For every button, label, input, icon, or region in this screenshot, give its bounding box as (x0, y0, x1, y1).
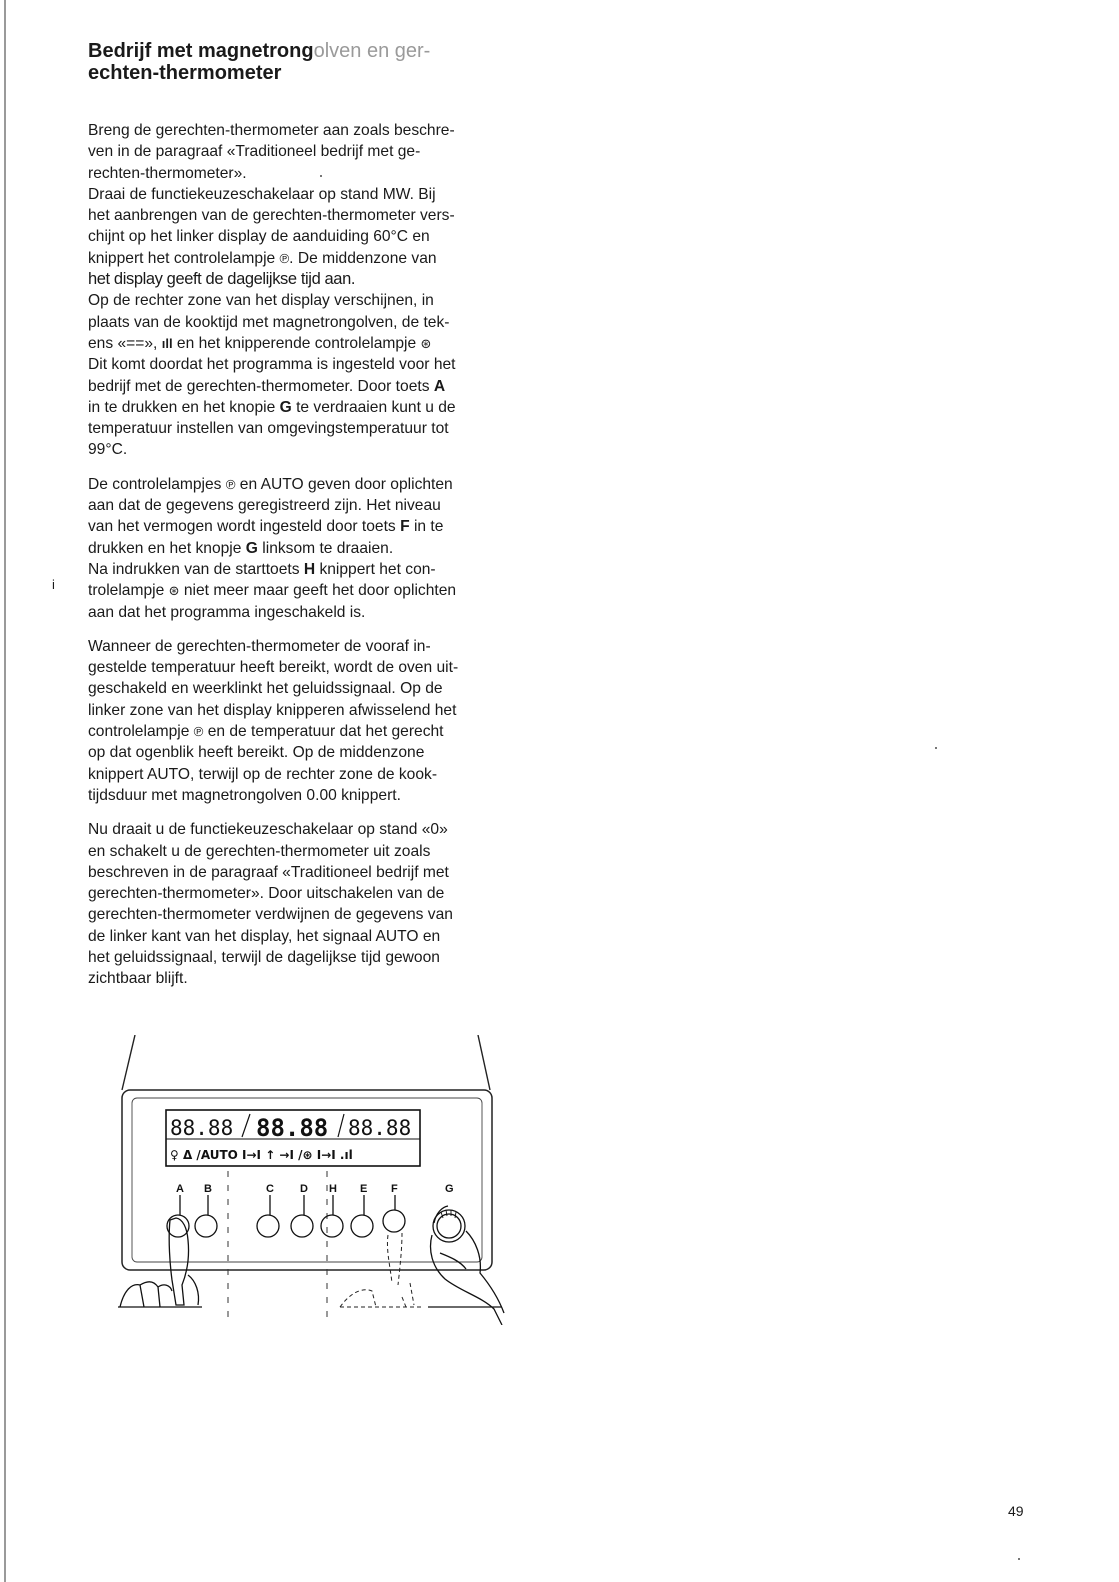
button-e-icon (351, 1215, 373, 1237)
margin-mark: i (52, 577, 55, 592)
button-d-icon (291, 1215, 313, 1237)
thermometer-lamp-icon: ℗ (279, 250, 290, 266)
microwave-lamp-icon: ⊛ (168, 583, 180, 599)
title-line-2: echten-thermometer (88, 62, 282, 84)
button-label-g: G (445, 1183, 454, 1195)
paragraph-1: Breng de gerechten-thermometer aan zoals beschre- ven in de paragraaf «Traditioneel bedrijf met ge- rechten-thermometer». Draai de functiekeuzeschakelaar op stand MW. Bij het aanbrengen van de gerechten-thermometer vers- chijnt op het linker display de aanduiding 60°C en knippert het controlelampje ℗. De middenzone van het display geeft de dagelijkse tijd aan. Op de rechter zone van het display verschijnen, in plaats van de kooktijd met magnetrongolven, de tek- ens «==», ıll en het knipperende controlelampje ⊛ Dit komt doordat het programma is ingesteld voor het bedrijf met de gerechten-thermometer. Door toets A in te drukken en het knopie G te verdraaien kunt u de temperatuur instellen van omgevingstemperatuur tot 99°C. (88, 122, 456, 459)
hand-left-icon (118, 1218, 202, 1307)
panel-edge-right (478, 1035, 490, 1090)
page-number: 49 (1008, 1503, 1024, 1519)
paragraph-4: Nu draait u de functiekeuzeschakelaar op stand «0» en schakelt u de gerechten-thermometer uit zoals beschreven in de paragraaf «Traditioneel bedrijf met gerechten-thermometer». Door uitschakelen van de gerechten-thermometer verdwijnen de gegevens van de linker kant van het display, het signaal AUTO en het geluidssignaal, terwijl de dagelijkse tijd gewoon zichtbaar blijft. (88, 821, 453, 988)
microwave-lamp-icon: ⊛ (420, 335, 432, 351)
paragraph-2: De controlelampjes ℗ en AUTO geven door oplichten aan dat de gegevens geregistreerd zijn. Het niveau van het vermogen wordt ingesteld door toets F in te drukken en het knopje G linksom te draaien. Na indrukken van de starttoets H knippert het con- trolelampje ⊛ niet meer maar geeft het door oplichten aan dat het programma ingeschakeld is. (88, 475, 457, 621)
button-b-icon (195, 1215, 217, 1237)
paragraph-3: Wanneer de gerechten-thermometer de vooraf in- gestelde temperatuur heeft bereikt, wordt de oven uit- geschakeld en weerklinkt het geluidssignaal. Op de linker zone van het display knipperen afwisselend het controlelampje ℗ en de temperatuur dat het gerecht op dat ogenblik heeft bereikt. Op de middenzone knippert AUTO, terwijl op de rechter zone de kook- tijdsduur met magnetrongolven 0.00 knippert. (88, 637, 459, 804)
button-h-icon (321, 1215, 343, 1237)
body-text (88, 120, 534, 1003)
button-label-c: C (266, 1183, 274, 1195)
lcd-digits-left: 88.88 (170, 1116, 234, 1140)
button-label-group (176, 1183, 454, 1195)
panel-edge-left (122, 1035, 135, 1090)
scan-speck (320, 175, 322, 177)
scan-speck (935, 747, 937, 749)
lcd-digits-right: 88.88 (348, 1116, 412, 1140)
button-label-h: H (329, 1183, 337, 1195)
scan-speck (1018, 1558, 1020, 1560)
thermometer-lamp-icon: ℗ (225, 476, 236, 492)
button-label-f: F (391, 1183, 398, 1195)
knob-g-icon (433, 1210, 465, 1242)
control-panel-drawing (110, 1035, 530, 1325)
button-group (167, 1195, 465, 1242)
button-label-b: B (204, 1183, 212, 1195)
lcd-digits-middle: 88.88 (256, 1114, 329, 1142)
button-label-e: E (360, 1183, 368, 1195)
button-label-d: D (300, 1183, 308, 1195)
title-line-1: Bedrijf met magnetrongolven en ger- (88, 40, 431, 62)
button-c-icon (257, 1215, 279, 1237)
page-title (88, 40, 558, 84)
control-panel-illustration (110, 1035, 530, 1325)
button-f-icon (383, 1210, 405, 1232)
power-level-icon: ıll (161, 335, 173, 351)
button-label-a: A (176, 1183, 184, 1195)
thermometer-lamp-icon: ℗ (193, 724, 204, 740)
lcd-icon-row: ♀ Δ /AUTO I→I ↑ →I /⊛ I→I .ıl (170, 1148, 353, 1162)
page-left-edge (4, 0, 6, 1582)
